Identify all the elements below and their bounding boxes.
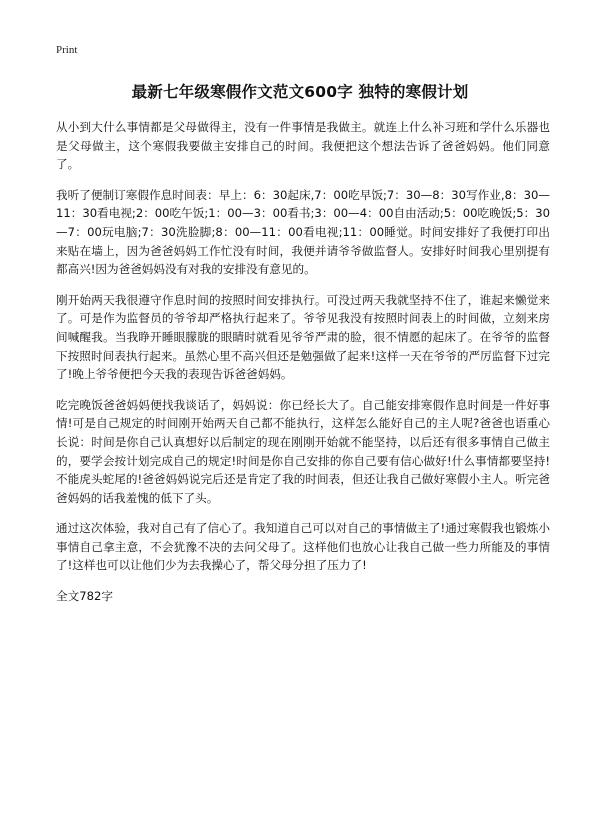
paragraph-3: 刚开始两天我很遵守作息时间的按照时间安排执行。可没过两天我就坚持不住了，谁起来懒觉来了。可是作为监督员的爷爷却严格执行起来了。爷爷见我没有按照时间表上的时间做，立刻来房间喊醒我。当我睁开睡眼朦胧的眼睛时就看见爷爷严肃的脸，很不情愿的起床了。在爷爷的监督下按照时间表执行起来。虽然心里不高兴但还是勉强做了起来!这样一天在爷爷的严厉监督下过完了!晚上爷爷便把今天我的表现告诉爸爸妈妈。 — [56, 292, 550, 382]
print-link[interactable]: Print — [56, 44, 78, 56]
paragraph-5: 通过这次体验，我对自己有了信心了。我知道自己可以对自己的事情做主了!通过寒假我也锻炼小事情自己拿主意，不会犹豫不决的去问父母了。这样他们也放心让我自己做一些力所能及的事情了!这样也可以让他们少为去我操心了，帮父母分担了压力了! — [56, 521, 550, 573]
paragraph-4: 吃完晚饭爸爸妈妈便找我谈话了，妈妈说：你已经长大了。自己能安排寒假作息时间是一件好事情!可是自己规定的时间刚开始两天自己都不能执行，这样怎么能好自己的主人呢?爸爸也语重心长说：时间是你自己认真想好以后制定的现在刚刚开始就不能坚持，以后还有很多事情自己做主的，要学会按计划完成自己的规定!时间是你自己安排的你自己要有信心做好!什么事情都要坚持!不能虎头蛇尾的!爸爸妈妈说完后还是肯定了我的时间表，但还让我自己做好寒假小主人。听完爸爸妈妈的话我羞愧的低下了头。 — [56, 397, 550, 505]
paragraph-1: 从小到大什么事情都是父母做得主，没有一件事情是我做主。就连上什么补习班和学什么乐器也是父母做主，这个寒假我要做主安排自己的时间。我便把这个想法告诉了爸爸妈妈。他们同意了。 — [56, 120, 550, 172]
document-title: 最新七年级寒假作文范文600字 独特的寒假计划 — [131, 83, 469, 101]
paragraph-2: 我听了便制订寒假作息时间表：早上：6：30起床,7：00吃早饭;7：30—8：30写作业,8：30—11：30看电视;2：00吃午饭;1：00—3：00看书;3：00—4：00自由活动;5：00吃晚饭;5：30—7：00玩电脑;7：30洗脸脚;8：00—11：00看电视;11：00睡觉。时间安排好了我便打印出来贴在墙上，因为爸爸妈妈工作忙没有时间，我便并请爷爷做监督人。安排好时间我心里别提有都高兴!因为爸爸妈妈没有对我的安排没有意见的。 — [56, 187, 550, 277]
document-body — [56, 118, 550, 606]
word-count: 全文782字 — [56, 589, 113, 604]
